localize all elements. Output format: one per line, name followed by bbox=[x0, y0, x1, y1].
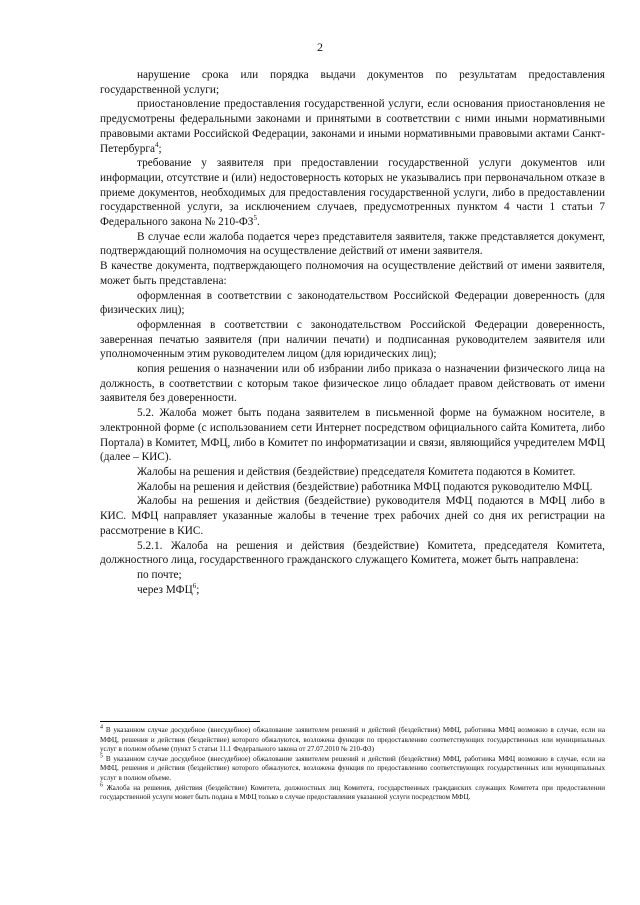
footnote-number: 4 bbox=[100, 724, 103, 731]
document-body bbox=[100, 68, 605, 597]
paragraph: Жалобы на решения и действия (бездействие) руководителя МФЦ подаются в МФЦ либо в КИС. МФЦ направляет указанные жалобы в течение трех рабочих дней со дня их регистрации на рассмотрение в КИС. bbox=[100, 495, 605, 537]
footnotes bbox=[100, 726, 605, 803]
footnote-number: 6 bbox=[100, 782, 103, 789]
list-item: оформленная в соответствии с законодательством Российской Федерации доверенность (для физических лиц); bbox=[100, 289, 605, 317]
footnote-divider bbox=[100, 721, 260, 722]
paragraph: В качестве документа, подтверждающего полномочия на осуществление действий от имени заявителя, может быть представлена: bbox=[100, 260, 605, 287]
footnote: $^4$ В указанном случае досудебное (внесудебное) обжалование заявителем решений и действий (бездействия) МФЦ, работника МФЦ возможно в случае, если на МФЦ, решения и действия (бездействие) которого обжалуются, возложена функция по предоставлению соответствующих государственных или муниципальных услуг в полном объеме (пункт 5 статьи 11.1 Федерального закона от 27.07.2010 № 210-ФЗ) bbox=[100, 724, 605, 754]
paragraph: Жалобы на решения и действия (бездействие) работника МФЦ подаются руководителю МФЦ. bbox=[137, 480, 593, 493]
paragraph: нарушение срока или порядка выдачи документов по результатам предоставления государственной услуги; bbox=[100, 69, 605, 96]
list-item: оформленная в соответствии с законодательством Российской Федерации доверенность, заверенная печатью заявителя (при наличии печати) и подписанная руководителем заявителя или уполномоченным этим руководителем лицом (для юридических лиц); bbox=[100, 318, 605, 361]
footnote-ref: 4 bbox=[155, 140, 159, 149]
list-item: через МФЦ$^6$; bbox=[137, 581, 200, 596]
page-number: 2 bbox=[317, 40, 323, 54]
footnote-number: 5 bbox=[100, 753, 103, 760]
paragraph: В случае если жалоба подается через представителя заявителя, также представляется документ, подтверждающий полномочия на осуществление действий от имени заявителя. bbox=[100, 230, 605, 258]
paragraph: требование у заявителя при предоставлении государственной услуги документов или информации, отсутствие и (или) недостоверность которых не указывались при первоначальном отказе в приеме документов, необходимых для предоставления государственной услуги, либо в предоставлении государственной услуги, за исключением случаев, предусмотренных пунктом 4 части 1 статьи 7 Федерального закона № $210-ФЗ^5$. bbox=[100, 157, 605, 229]
list-item: по почте; bbox=[137, 568, 182, 581]
footnote: $^5$ В указанном случае досудебное (внесудебное) обжалование заявителем решений и действий (бездействия) МФЦ, работника МФЦ возможно в случае, если на МФЦ, решения и действия (бездействие) которого обжалуются, возложена функция по предоставлению соответствующих государственных или муниципальных услуг в полном объеме. bbox=[100, 753, 605, 782]
paragraph: Жалобы на решения и действия (бездействие) председателя Комитета подаются в Комитет. bbox=[137, 465, 576, 478]
footnote: $^6$ Жалоба на решения, действия (бездействие) Комитета, должностных лиц Комитета, государственных гражданских служащих Комитета при предоставлении государственной услуги может быть подана в МФЦ только в случае предоставления указанной услуги посредством МФЦ. bbox=[100, 782, 605, 802]
footnote-ref: 5 bbox=[253, 214, 257, 223]
section-5-2-1: 5.2.1. Жалоба на решения и действия (бездействие) Комитета, председателя Комитета, должностного лица, государственного гражданского служащего Комитета, может быть направлена: bbox=[100, 539, 605, 567]
list-item: копия решения о назначении или об избрании либо приказа о назначении физического лица на должность, в соответствии с которым такое физическое лицо обладает правом действовать от имени заявителя без доверенности. bbox=[100, 363, 605, 405]
footnote-ref: 6 bbox=[192, 581, 197, 590]
section-5-2: 5.2. Жалоба может быть подана заявителем в письменной форме на бумажном носителе, в электронной форме (с использованием сети Интернет посредством официального сайта Комитета, либо Портала) в Комитет, МФЦ, либо в Комитет по информатизации и связи, являющийся учредителем МФЦ (далее – КИС). bbox=[100, 407, 605, 464]
paragraph: приостановление предоставления государственной услуги, если основания приостановления не предусмотрены федеральными законами и принятыми в соответствии с ними иными нормативными правовыми актами Российской Федерации, законами и иными нормативными правовыми актами Санкт-Петербурга$^4$; bbox=[100, 98, 605, 155]
